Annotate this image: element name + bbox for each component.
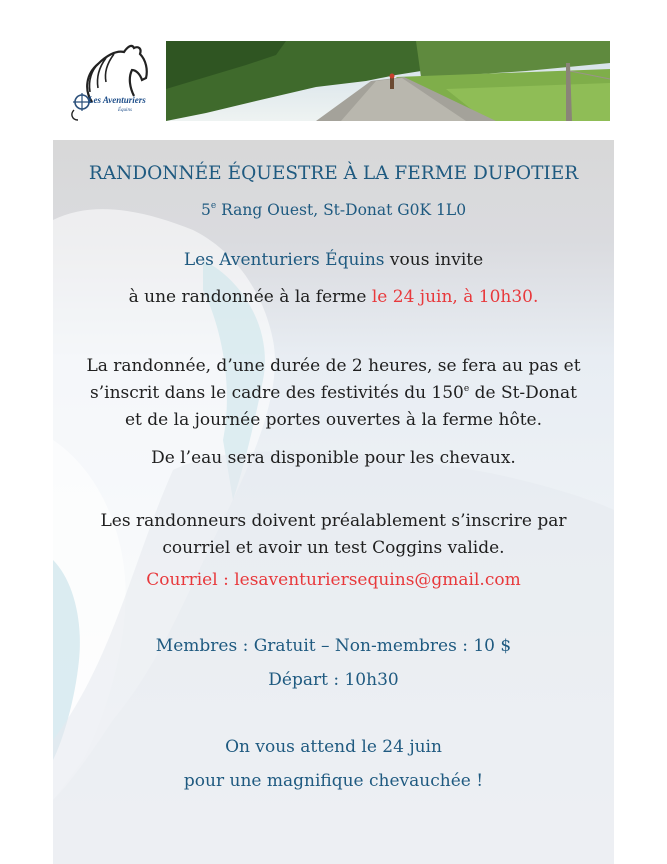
- registration-line-2: courriel et avoir un test Coggins valide.: [162, 538, 505, 558]
- closing-line-1: On vous attend le 24 juin: [225, 737, 442, 757]
- logo-subtitle: Équins: [118, 108, 132, 113]
- photo-icon: [166, 41, 610, 121]
- event-address: [53, 198, 614, 222]
- logo-name: Les Aventuriers: [88, 95, 146, 105]
- page-title: RANDONNÉE ÉQUESTRE À LA FERME DUPOTIER: [88, 163, 579, 184]
- invite-text-2: à une randonnée à la ferme: [128, 287, 372, 307]
- address-ordinal: e: [210, 201, 217, 211]
- invite-text: vous invite: [384, 250, 484, 270]
- pricing: Membres : Gratuit – Non-membres : 10 $: [155, 636, 512, 656]
- water-note: De l’eau sera disponible pour les chevaux.: [151, 448, 516, 468]
- registration-line-1: Les randonneurs doivent préalablement s’inscrire par: [100, 511, 567, 531]
- horse-head-icon: [62, 40, 154, 124]
- organizer-name: Les Aventuriers Équins: [183, 250, 385, 270]
- event-poster: [53, 140, 614, 864]
- departure-time: Départ : 10h30: [268, 670, 399, 690]
- event-date: le 24 juin, à 10h30.: [371, 287, 539, 307]
- description-line-2-start: s’inscrit dans le cadre des festivités du 150: [90, 383, 464, 403]
- contact-email: Courriel : lesaventuriersequins@gmail.com: [146, 570, 521, 590]
- address-rest: Rang Ouest, St-Donat G0K 1L0: [216, 201, 467, 219]
- horse-head-compass-logo: [62, 40, 154, 124]
- address-number: 5: [200, 201, 211, 219]
- description-line-2: [53, 381, 614, 405]
- description-line-1: La randonnée, d’une durée de 2 heures, se fera au pas et: [86, 356, 581, 376]
- country-road-rider-photo: [166, 41, 610, 121]
- closing-line-2: pour une magnifique chevauchée !: [183, 771, 484, 791]
- ordinal-marker: e: [463, 384, 470, 394]
- description-line-3: et de la journée portes ouvertes à la ferme hôte.: [125, 410, 542, 430]
- description-line-2-end: de St-Donat: [469, 383, 577, 403]
- invite-line-2: [53, 285, 614, 309]
- invite-line-1: [53, 248, 614, 272]
